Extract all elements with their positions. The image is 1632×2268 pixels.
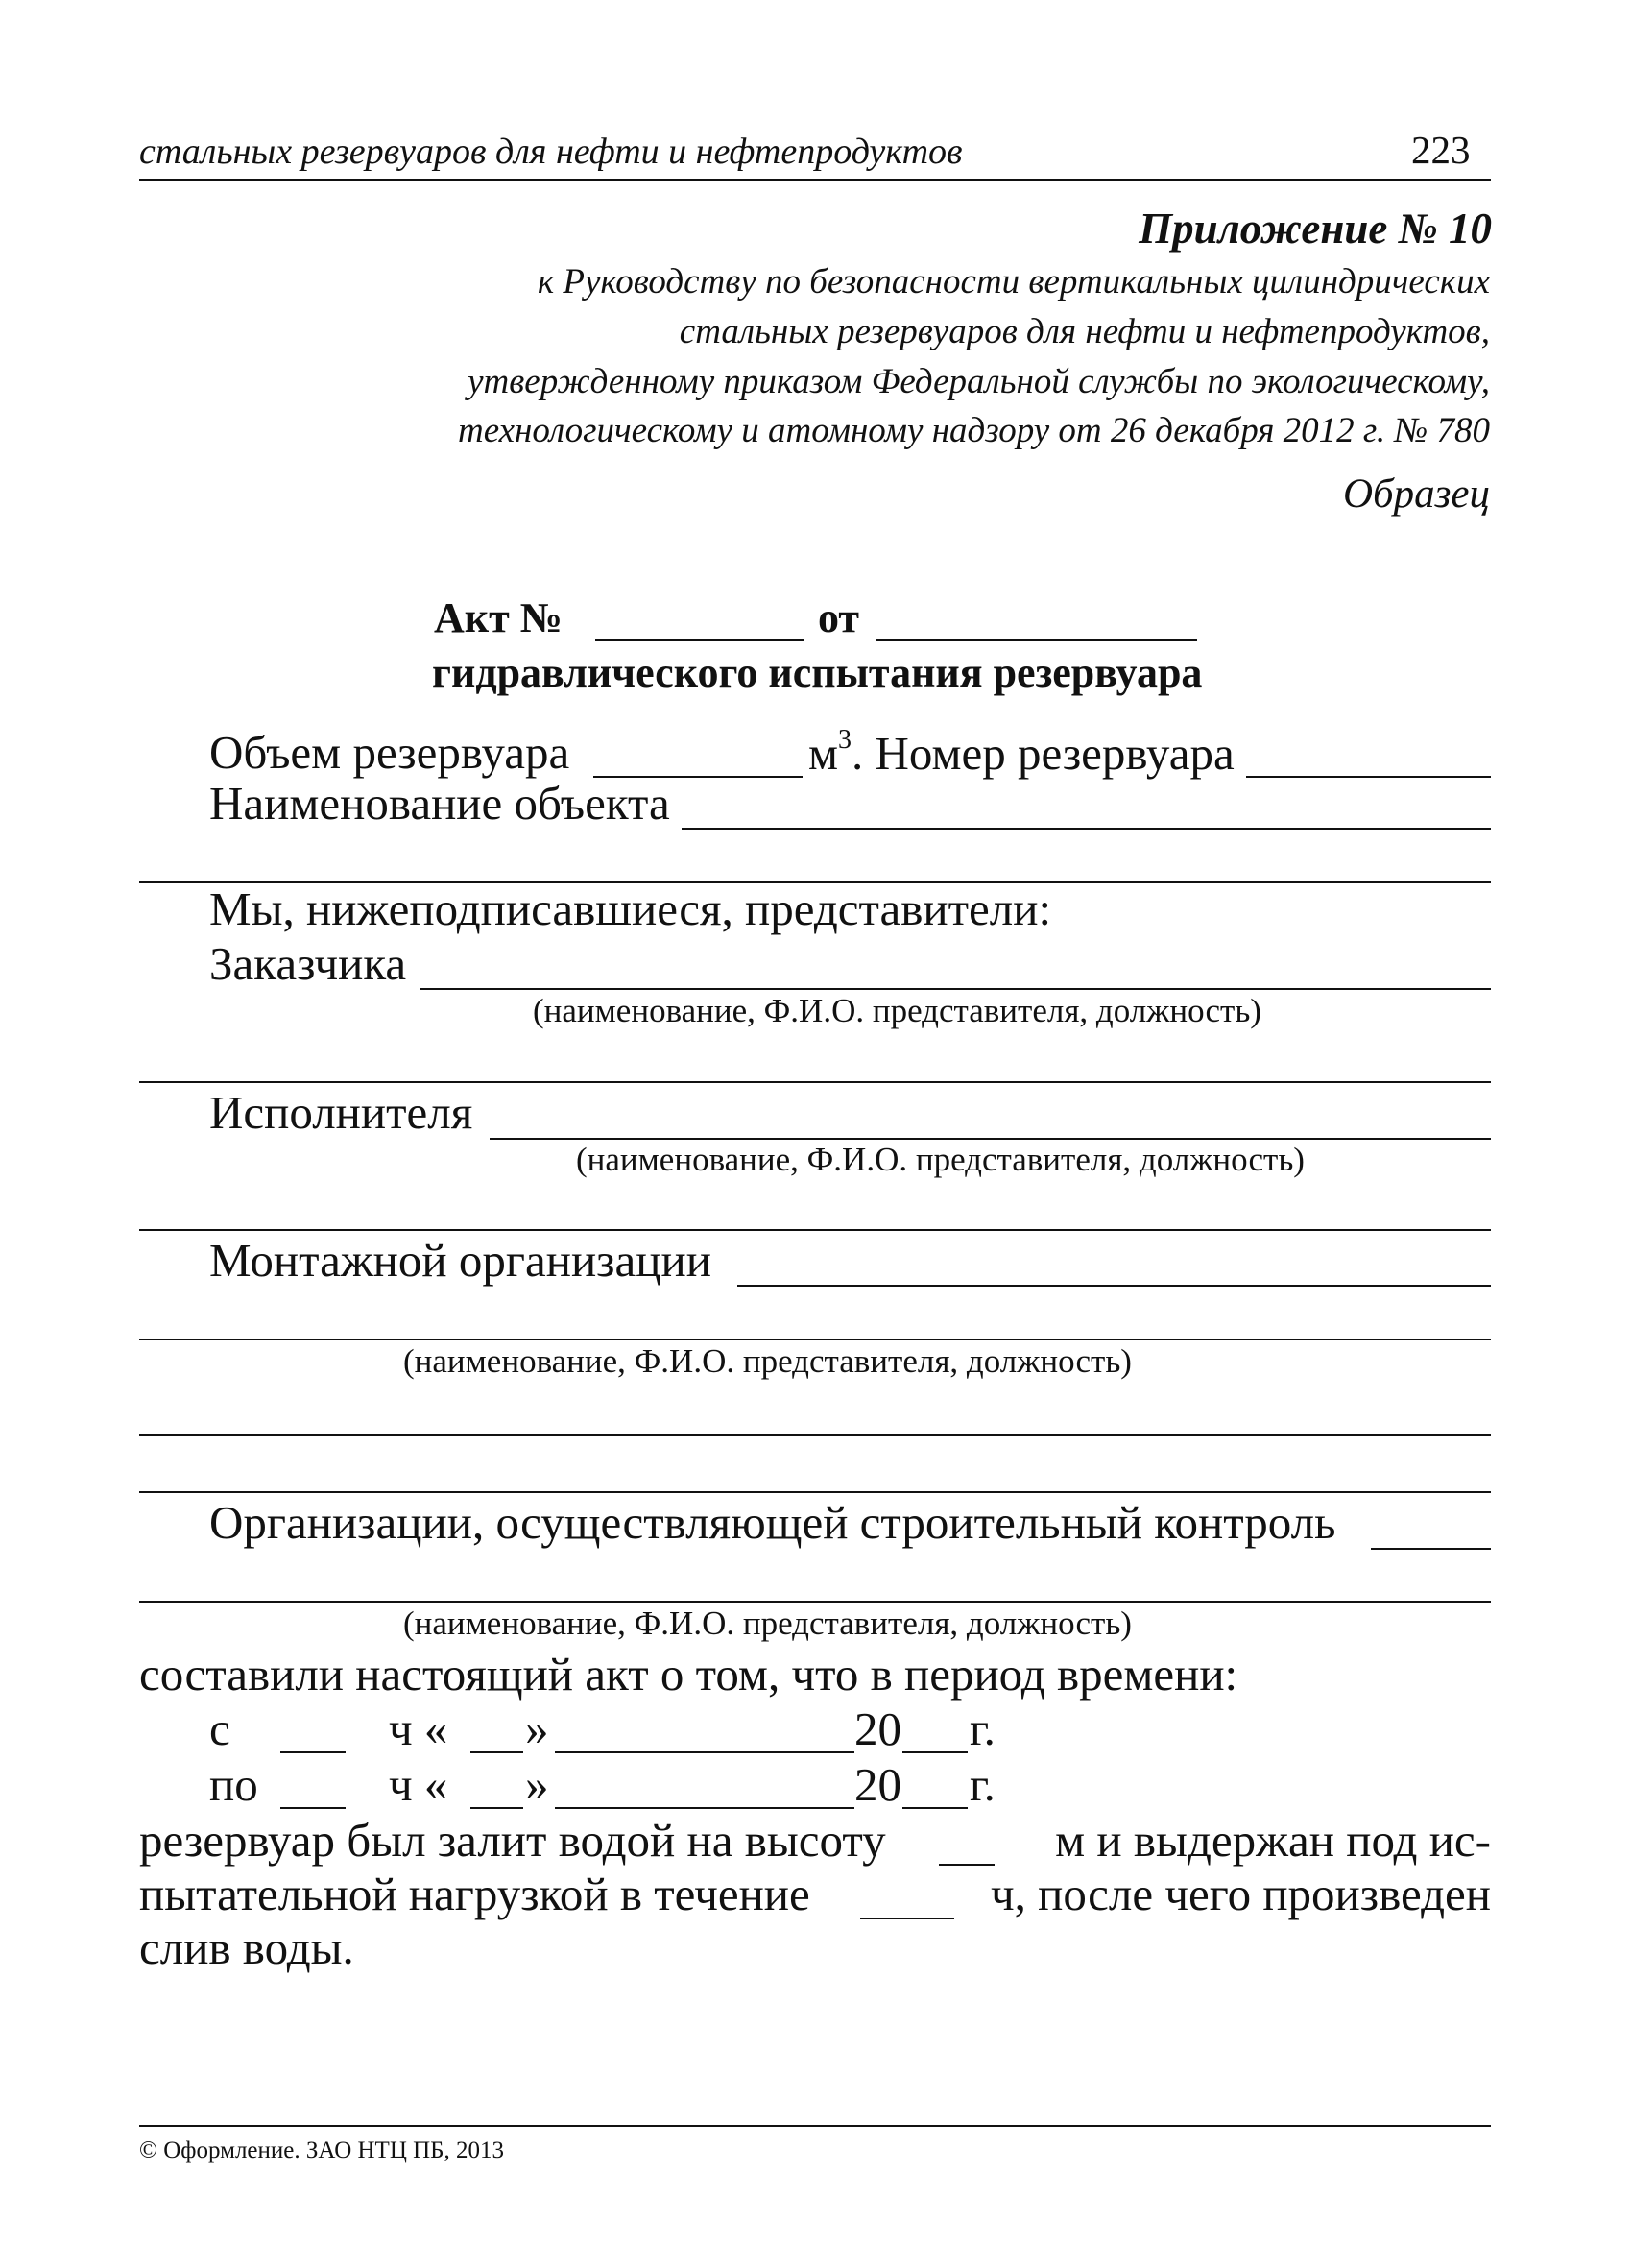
contractor-hint: (наименование, Ф.И.О. представителя, должность) <box>576 1141 1305 1178</box>
result-line-1a: резервуар был залит водой на высоту <box>139 1814 886 1867</box>
object-field[interactable] <box>682 828 1491 830</box>
control-label: Организации, осуществляющей строительный контроль <box>209 1496 1336 1549</box>
sample-label: Образец <box>1342 471 1490 517</box>
tank-number-field[interactable] <box>1246 776 1491 778</box>
volume-unit-sup: 3 <box>838 725 852 755</box>
installer-label: Монтажной организации <box>209 1234 711 1287</box>
customer-hint: (наименование, Ф.И.О. представителя, должность) <box>533 992 1261 1029</box>
act-number-label: Акт № <box>434 594 563 641</box>
copyright: © Оформление. ЗАО НТЦ ПБ, 2013 <box>139 2137 505 2163</box>
installer-field-2[interactable] <box>139 1339 1491 1340</box>
footer-rule <box>139 2125 1491 2127</box>
to-year-prefix: 20 <box>854 1758 901 1811</box>
page-number: 223 <box>1411 128 1471 172</box>
act-subtitle: гидравлического испытания резервуара <box>432 649 1203 696</box>
from-day-field[interactable] <box>470 1751 523 1753</box>
from-year-field[interactable] <box>902 1751 968 1753</box>
water-height-field[interactable] <box>939 1864 995 1866</box>
appendix-line-2: стальных резервуаров для нефти и нефтепродуктов, <box>679 312 1490 351</box>
we-signed-text: Мы, нижеподписавшиеся, представители: <box>209 882 1052 935</box>
customer-label: Заказчика <box>209 937 407 990</box>
period-intro: составили настоящий акт о том, что в период времени: <box>139 1648 1238 1701</box>
volume-label: Объем резервуара <box>209 726 570 779</box>
volume-unit-text: м <box>808 727 839 780</box>
contractor-label: Исполнителя <box>209 1086 473 1139</box>
customer-field[interactable] <box>420 988 1491 990</box>
from-hour-text: ч « <box>389 1702 448 1755</box>
installer-field-4[interactable] <box>139 1491 1491 1493</box>
installer-field[interactable] <box>737 1285 1491 1287</box>
installer-field-3[interactable] <box>139 1434 1491 1436</box>
customer-field-2[interactable] <box>139 1081 1491 1083</box>
appendix-line-1: к Руководству по безопасности вертикальных цилиндрических <box>537 262 1490 302</box>
from-year-prefix: 20 <box>854 1702 901 1755</box>
hold-time-field[interactable] <box>860 1918 954 1919</box>
control-hint: (наименование, Ф.И.О. представителя, должность) <box>403 1604 1132 1642</box>
running-title: стальных резервуаров для нефти и нефтепродуктов <box>139 132 963 172</box>
result-line-1b: м и выдержан под ис- <box>1055 1814 1491 1867</box>
appendix-title: Приложение № 10 <box>1139 205 1492 253</box>
to-year-field[interactable] <box>902 1807 968 1809</box>
installer-hint: (наименование, Ф.И.О. представителя, должность) <box>403 1342 1132 1380</box>
from-year-suffix: г. <box>970 1702 996 1755</box>
from-hour-field[interactable] <box>280 1751 346 1753</box>
to-quote-close: » <box>525 1758 549 1811</box>
appendix-line-3: утвержденному приказом Федеральной службы по экологическому, <box>468 362 1490 401</box>
act-number-blank <box>595 639 804 641</box>
to-day-field[interactable] <box>470 1807 523 1809</box>
result-line-2a: пытательной нагрузкой в течение <box>139 1868 810 1920</box>
period-from-label: с <box>209 1702 230 1755</box>
contractor-field-2[interactable] <box>139 1229 1491 1231</box>
control-field[interactable] <box>1371 1548 1491 1550</box>
number-label: . Номер резервуара <box>852 727 1235 780</box>
to-month-field[interactable] <box>555 1807 854 1809</box>
control-field-2[interactable] <box>139 1601 1491 1603</box>
object-label: Наименование объекта <box>209 777 670 830</box>
to-hour-text: ч « <box>389 1758 448 1811</box>
act-date-label: от <box>818 594 860 641</box>
from-quote-close: » <box>525 1702 549 1755</box>
appendix-line-4: технологическому и атомному надзору от 26 декабря 2012 г. № 780 <box>457 411 1490 450</box>
period-to-label: по <box>209 1758 258 1811</box>
act-date-blank <box>876 639 1197 641</box>
volume-unit <box>808 725 1235 781</box>
from-month-field[interactable] <box>555 1751 854 1753</box>
to-year-suffix: г. <box>970 1758 996 1811</box>
header-rule <box>139 179 1491 181</box>
contractor-field[interactable] <box>490 1138 1491 1140</box>
to-hour-field[interactable] <box>280 1807 346 1809</box>
result-line-3: слив воды. <box>139 1921 354 1974</box>
result-line-2b: ч, после чего произведен <box>991 1868 1491 1920</box>
